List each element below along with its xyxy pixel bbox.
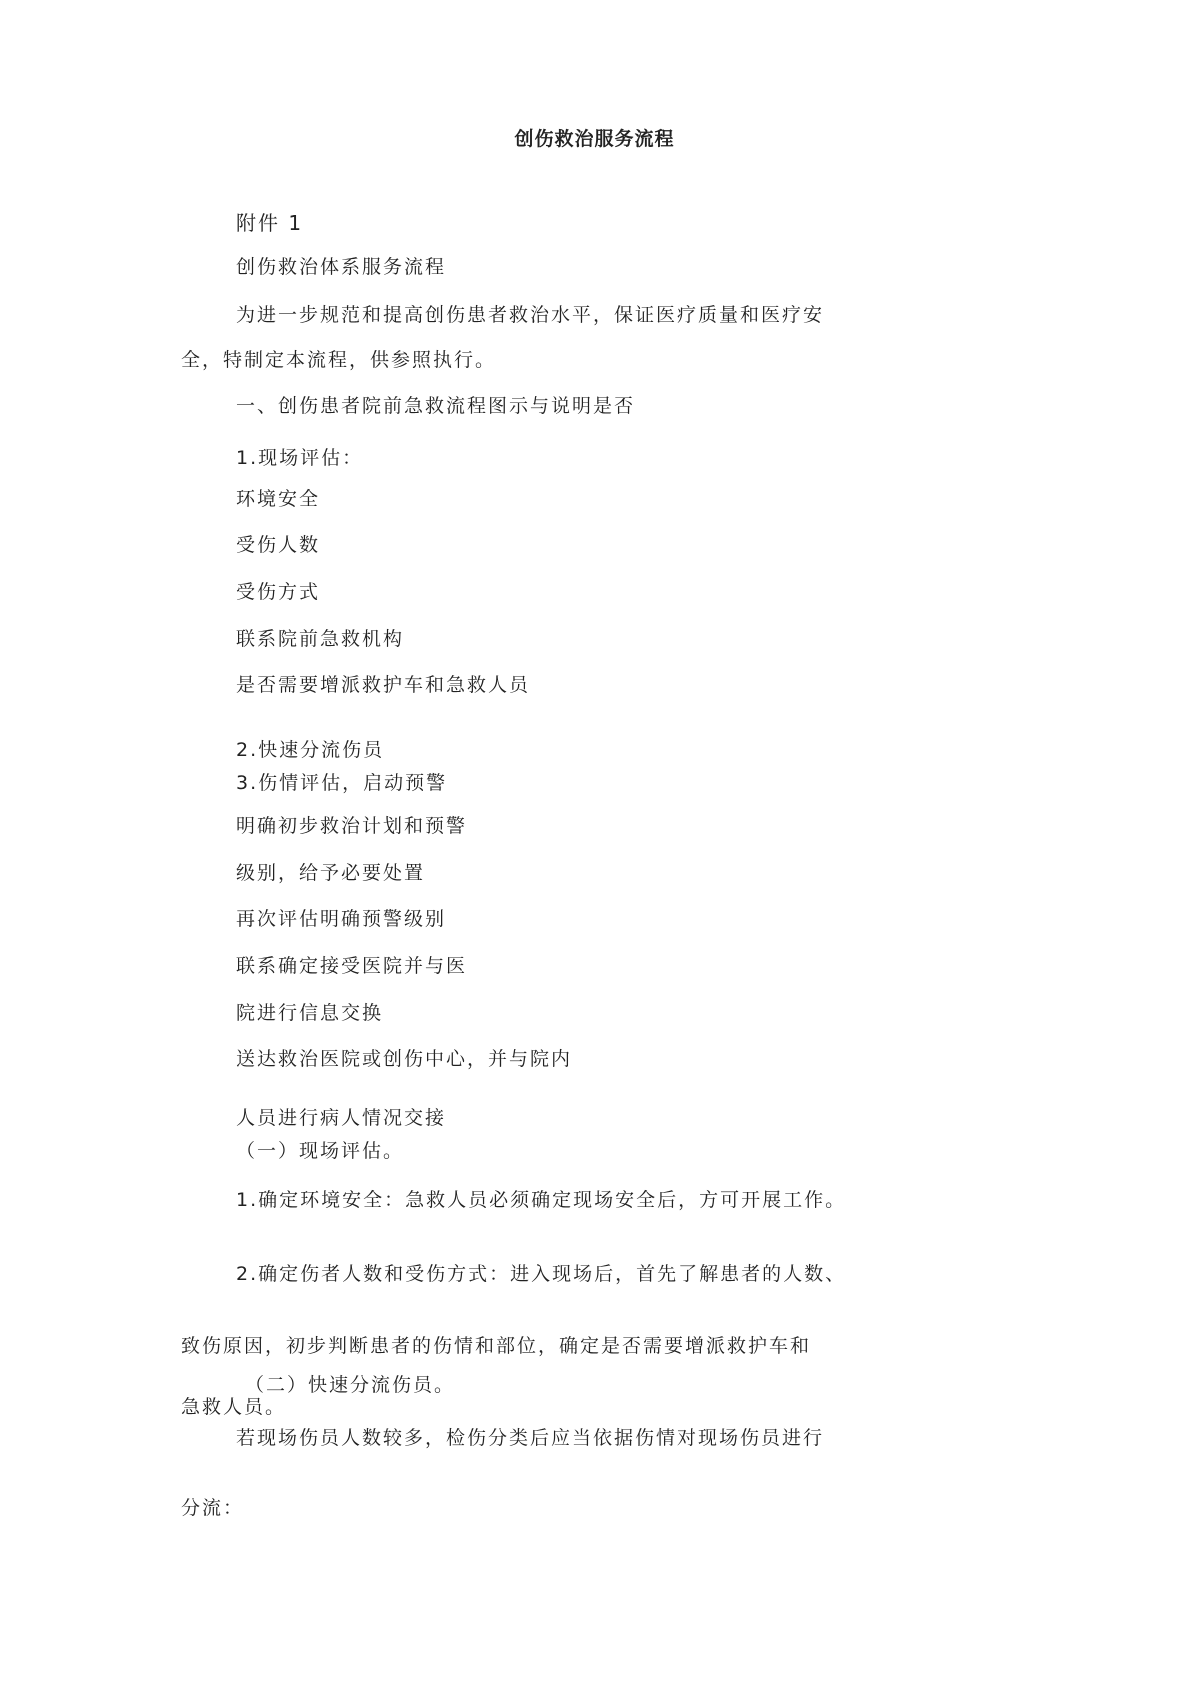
subsection-heading: （二）快速分流伤员。 bbox=[245, 1374, 456, 1396]
page-title: 创伤救治服务流程 bbox=[514, 128, 675, 150]
flow-item: 人员进行病人情况交接 bbox=[236, 1107, 447, 1129]
body-paragraph-line: 致伤原因，初步判断患者的伤情和部位，确定是否需要增派救护车和 bbox=[181, 1335, 812, 1357]
flow-item: 送达救治医院或创伤中心，并与院内 bbox=[236, 1048, 573, 1070]
body-paragraph-line: 若现场伤员人数较多，检伤分类后应当依据伤情对现场伤员进行 bbox=[236, 1427, 825, 1449]
flow-step: 1.现场评估： bbox=[236, 447, 364, 469]
flow-item: 受伤方式 bbox=[236, 581, 321, 603]
body-paragraph-line: 2.确定伤者人数和受伤方式：进入现场后，首先了解患者的人数、 bbox=[236, 1263, 847, 1285]
attachment-label: 附件 1 bbox=[236, 211, 304, 235]
flow-item: 级别，给予必要处置 bbox=[236, 862, 426, 884]
flow-step: 2.快速分流伤员 bbox=[236, 739, 385, 761]
body-paragraph-line: 1.确定环境安全：急救人员必须确定现场安全后，方可开展工作。 bbox=[236, 1189, 847, 1211]
intro-paragraph-line: 全，特制定本流程，供参照执行。 bbox=[181, 349, 497, 371]
flow-item: 院进行信息交换 bbox=[236, 1002, 384, 1024]
flow-item: 联系院前急救机构 bbox=[236, 628, 405, 650]
section-heading: 一、创伤患者院前急救流程图示与说明是否 bbox=[236, 395, 636, 417]
flow-item: 明确初步救治计划和预警 bbox=[236, 815, 468, 837]
body-paragraph-line: 急救人员。 bbox=[181, 1396, 287, 1418]
flow-step: 3.伤情评估，启动预警 bbox=[236, 772, 448, 794]
flow-item: 受伤人数 bbox=[236, 534, 321, 556]
flow-item: 环境安全 bbox=[236, 488, 321, 510]
intro-paragraph-line: 为进一步规范和提高创伤患者救治水平，保证医疗质量和医疗安 bbox=[236, 304, 825, 326]
subsection-heading: （一）现场评估。 bbox=[236, 1140, 405, 1162]
flow-item: 再次评估明确预警级别 bbox=[236, 908, 447, 930]
flow-item: 联系确定接受医院并与医 bbox=[236, 955, 468, 977]
flow-item: 是否需要增派救护车和急救人员 bbox=[236, 674, 531, 696]
system-title: 创伤救治体系服务流程 bbox=[236, 256, 447, 278]
body-paragraph-line: 分流： bbox=[181, 1497, 245, 1519]
